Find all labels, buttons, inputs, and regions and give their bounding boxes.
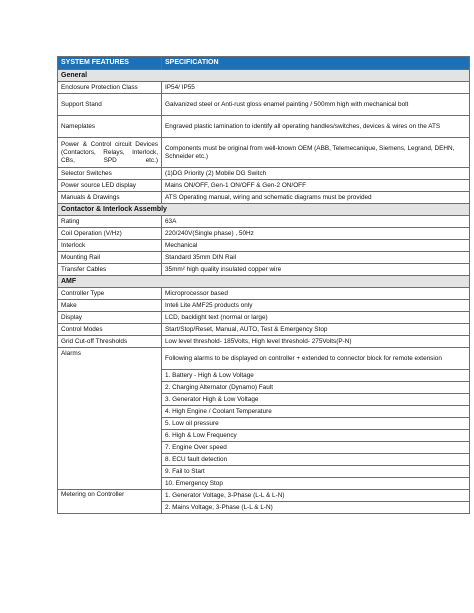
table-row — [58, 82, 470, 94]
table-row — [58, 264, 470, 276]
feature-cell: Selector Switches — [58, 168, 162, 180]
alarm-item: 6. High & Low Frequency — [162, 430, 470, 442]
feature-cell: Mounting Rail — [58, 252, 162, 264]
table-row — [58, 240, 470, 252]
table-row — [58, 288, 470, 300]
spec-cell: Standard 35mm DIN Rail — [162, 252, 470, 264]
table-row — [58, 324, 470, 336]
table-row — [58, 312, 470, 324]
spec-cell: 220/240V(Single phase) , 50Hz — [162, 228, 470, 240]
spec-cell: LCD, backlight text (normal or large) — [162, 312, 470, 324]
table-row — [58, 138, 470, 168]
table-row — [58, 116, 470, 138]
alarm-item: 4. High Engine / Coolant Temperature — [162, 406, 470, 418]
spec-cell: (1)DG Priority (2) Mobile DG Switch — [162, 168, 470, 180]
spec-cell: Mechanical — [162, 240, 470, 252]
spec-cell: Galvanized steel or Anti-rust gloss enamel painting / 500mm high with mechanical bolt — [162, 94, 470, 116]
spec-cell: 35mm² high quality insulated copper wire — [162, 264, 470, 276]
spec-cell: Low level threshold- 185Volts, High level threshold- 275Volts(P-N) — [162, 336, 470, 348]
table-header-row — [58, 57, 470, 70]
alarm-item: 8. ECU fault detection — [162, 454, 470, 466]
feature-cell: Interlock — [58, 240, 162, 252]
section-row-contactor — [58, 204, 470, 216]
metering-item: 1. Generator Voltage, 3-Phase (L-L & L-N) — [162, 490, 470, 502]
metering-item: 2. Mains Voltage, 3-Phase (L-L & L-N) — [162, 502, 470, 514]
spec-cell: Inteli Lite AMF25 products only — [162, 300, 470, 312]
spec-cell: ATS Operating manual, wiring and schematic diagrams must be provided — [162, 192, 470, 204]
feature-cell: Controller Type — [58, 288, 162, 300]
feature-cell: Power & Control circuit Devices (Contactors, Relays, Interlock, CBs, SPD etc.) — [58, 138, 162, 168]
feature-cell: Support Stand — [58, 94, 162, 116]
table-row — [58, 216, 470, 228]
section-title: General — [58, 70, 470, 82]
header-specification: SPECIFICATION — [162, 57, 470, 70]
table-row — [58, 94, 470, 116]
feature-cell: Enclosure Protection Class — [58, 82, 162, 94]
spec-cell: Engraved plastic lamination to identify all operating handles/switches, devices & wires on the ATS — [162, 116, 470, 138]
feature-cell: Manuals & Drawings — [58, 192, 162, 204]
feature-cell: Coil Operation (V/Hz) — [58, 228, 162, 240]
feature-cell: Transfer Cables — [58, 264, 162, 276]
feature-cell: Control Modes — [58, 324, 162, 336]
feature-cell: Make — [58, 300, 162, 312]
feature-cell: Nameplates — [58, 116, 162, 138]
specification-table — [57, 56, 470, 514]
section-title: AMF — [58, 276, 470, 288]
alarm-item: 1. Battery - High & Low Voltage — [162, 370, 470, 382]
table-row — [58, 180, 470, 192]
spec-cell: IP54/ IP55 — [162, 82, 470, 94]
alarm-item: 5. Low oil pressure — [162, 418, 470, 430]
table-row — [58, 336, 470, 348]
table-row — [58, 348, 470, 370]
table-row — [58, 300, 470, 312]
spec-cell: 63A — [162, 216, 470, 228]
feature-cell: Power source LED display — [58, 180, 162, 192]
alarm-item: 2. Charging Alternator (Dynamo) Fault — [162, 382, 470, 394]
alarm-item: 7. Engine Over speed — [162, 442, 470, 454]
section-row-amf — [58, 276, 470, 288]
table-row — [58, 168, 470, 180]
table-row — [58, 192, 470, 204]
alarm-item: 9. Fail to Start — [162, 466, 470, 478]
feature-cell: Grid Cut-off Thresholds — [58, 336, 162, 348]
metering-label: Metering on Controller — [58, 490, 162, 514]
feature-cell: Rating — [58, 216, 162, 228]
table-row — [58, 252, 470, 264]
feature-cell: Display — [58, 312, 162, 324]
spec-cell: Microprocessor based — [162, 288, 470, 300]
section-title: Contactor & Interlock Assembly — [58, 204, 470, 216]
alarm-item: 10. Emergency Stop — [162, 478, 470, 490]
alarms-label: Alarms — [58, 348, 162, 490]
table-row — [58, 490, 470, 502]
alarm-item: 3. Generator High & Low Voltage — [162, 394, 470, 406]
header-system-features: SYSTEM FEATURES — [58, 57, 162, 70]
section-row-general — [58, 70, 470, 82]
alarms-intro: Following alarms to be displayed on controller + extended to connector block for remote extension — [162, 348, 470, 370]
table-row — [58, 228, 470, 240]
spec-cell: Mains ON/OFF, Gen-1 ON/OFF & Gen-2 ON/OFF — [162, 180, 470, 192]
spec-cell: Components must be original from well-known OEM (ABB, Telemecanique, Siemens, Legrand, DEHN, Schneider etc.) — [162, 138, 470, 168]
spec-cell: Start/Stop/Reset, Manual, AUTO, Test & Emergency Stop — [162, 324, 470, 336]
